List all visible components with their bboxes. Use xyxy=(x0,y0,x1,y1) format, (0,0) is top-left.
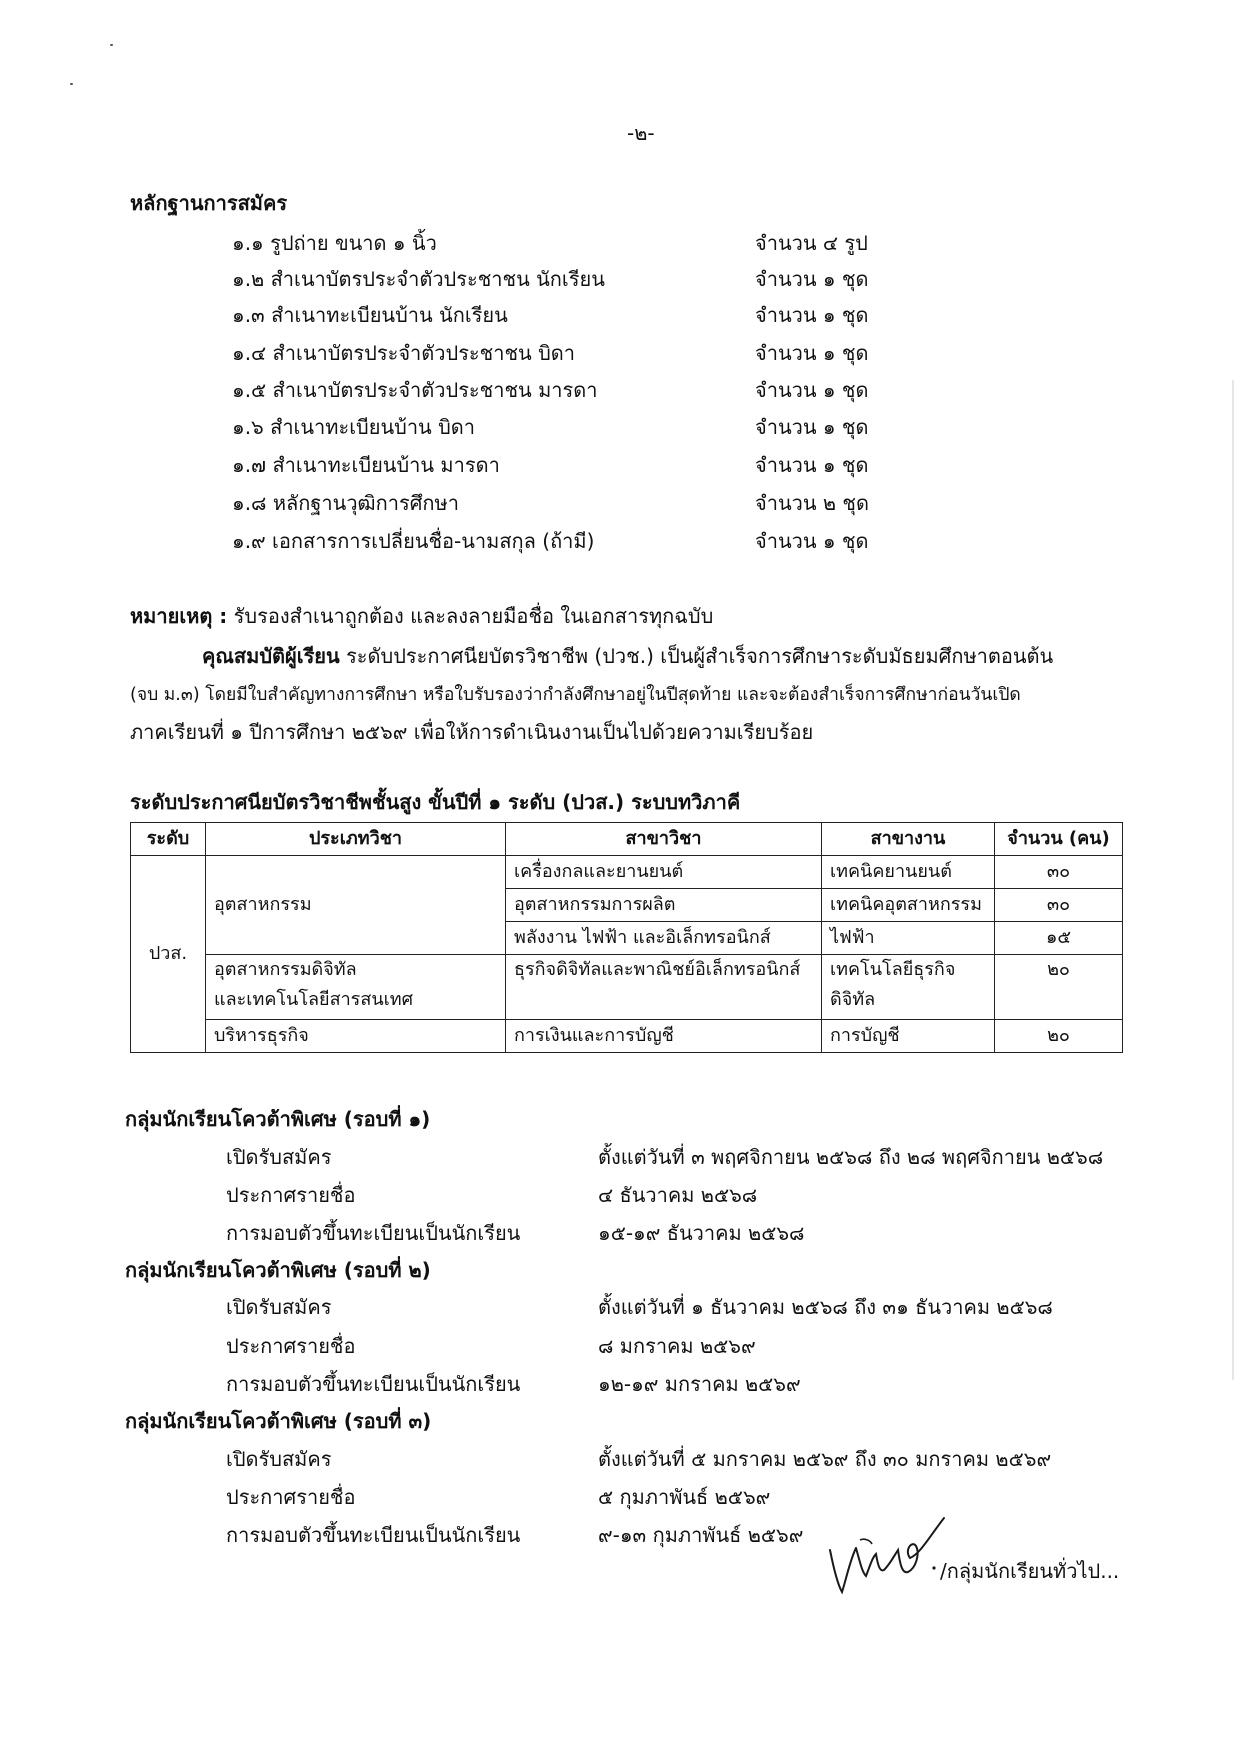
round-item-label: ประกาศรายชื่อ xyxy=(226,1334,356,1358)
document-item-label: ๑.๓ สำเนาทะเบียนบ้าน นักเรียน xyxy=(232,303,508,327)
round-item-label: เปิดรับสมัคร xyxy=(226,1447,332,1471)
count-cell: ๑๕ xyxy=(995,922,1123,955)
document-item-qty: จำนวน ๑ ชุด xyxy=(755,453,869,477)
count-cell: ๒๐ xyxy=(995,955,1123,1020)
continued-note: /กลุ่มนักเรียนทั่วไป... xyxy=(940,1559,1120,1583)
type-line-2: และเทคโนโลยีสารสนเทศ xyxy=(214,989,414,1010)
type-line-1: อุตสาหกรรมดิจิทัล xyxy=(214,959,357,980)
note-line xyxy=(130,601,713,631)
round-item-value: ๙-๑๓ กุมภาพันธ์ ๒๕๖๙ xyxy=(598,1523,804,1547)
note-text: รับรองสำเนาถูกต้อง และลงลายมือชื่อ ในเอกสารทุกฉบับ xyxy=(233,604,714,628)
round-item-value: ตั้งแต่วันที่ ๕ มกราคม ๒๕๖๙ ถึง ๓๐ มกราคม ๒๕๖๙ xyxy=(598,1447,1052,1471)
header-level: ระดับ xyxy=(131,823,206,856)
type-cell xyxy=(206,955,506,1020)
major-cell: พลังงาน ไฟฟ้า และอิเล็กทรอนิกส์ xyxy=(506,922,822,955)
major-cell: เครื่องกลและยานยนต์ xyxy=(506,856,822,889)
documents-heading: หลักฐานการสมัคร xyxy=(130,191,288,215)
document-item-qty: จำนวน ๑ ชุด xyxy=(755,529,869,553)
round-item-label: เปิดรับสมัคร xyxy=(226,1295,332,1319)
scan-edge-shadow xyxy=(1232,380,1234,1380)
scan-speck xyxy=(110,44,113,46)
type-cell: บริหารธุรกิจ xyxy=(206,1020,506,1053)
document-item-label: ๑.๙ เอกสารการเปลี่ยนชื่อ-นามสกุล (ถ้ามี) xyxy=(232,529,595,553)
round-item-label: ประกาศรายชื่อ xyxy=(226,1485,356,1509)
table-row xyxy=(131,856,1123,889)
document-item-label: ๑.๕ สำเนาบัตรประจำตัวประชาชน มารดา xyxy=(232,378,598,402)
round-item-value: ๑๒-๑๙ มกราคม ๒๕๖๙ xyxy=(598,1372,801,1396)
table-header-row xyxy=(131,823,1123,856)
field-cell: เทคนิคอุตสาหกรรม xyxy=(822,889,995,922)
document-item-qty: จำนวน ๑ ชุด xyxy=(755,303,869,327)
level-cell: ปวส. xyxy=(131,856,206,1053)
major-cell: อุตสาหกรรมการผลิต xyxy=(506,889,822,922)
round-item-value: ๑๕-๑๙ ธันวาคม ๒๕๖๘ xyxy=(598,1221,805,1245)
count-cell: ๓๐ xyxy=(995,856,1123,889)
document-item-label: ๑.๖ สำเนาทะเบียนบ้าน บิดา xyxy=(232,415,475,439)
header-count: จำนวน (คน) xyxy=(995,823,1123,856)
document-item-label: ๑.๗ สำเนาทะเบียนบ้าน มารดา xyxy=(232,453,500,477)
header-field: สาขางาน xyxy=(822,823,995,856)
qualification-text-1: ระดับประกาศนียบัตรวิชาชีพ (ปวช.) เป็นผู้สำเร็จการศึกษาระดับมัธยมศึกษาตอนต้น xyxy=(346,644,1054,668)
document-item-label: ๑.๘ หลักฐานวุฒิการศึกษา xyxy=(232,491,459,515)
qualification-label: คุณสมบัติผู้เรียน xyxy=(202,644,340,668)
document-item-qty: จำนวน ๒ ชุด xyxy=(755,491,869,515)
page-number: -๒- xyxy=(627,121,655,145)
document-item-label: ๑.๒ สำเนาบัตรประจำตัวประชาชน นักเรียน xyxy=(232,267,605,291)
round-heading: กลุ่มนักเรียนโควต้าพิเศษ (รอบที่ ๑) xyxy=(125,1107,431,1131)
round-item-value: ตั้งแต่วันที่ ๑ ธันวาคม ๒๕๖๘ ถึง ๓๑ ธันวาคม ๒๕๖๘ xyxy=(598,1295,1053,1319)
round-item-label: การมอบตัวขึ้นทะเบียนเป็นนักเรียน xyxy=(226,1221,521,1245)
table-row xyxy=(131,955,1123,1020)
round-item-value: ๘ มกราคม ๒๕๖๙ xyxy=(598,1334,756,1358)
document-item-label: ๑.๑ รูปถ่าย ขนาด ๑ นิ้ว xyxy=(232,231,437,255)
document-item-qty: จำนวน ๑ ชุด xyxy=(755,267,869,291)
round-item-value: ตั้งแต่วันที่ ๓ พฤศจิกายน ๒๕๖๘ ถึง ๒๘ พฤศจิกายน ๒๕๖๘ xyxy=(598,1145,1104,1169)
round-item-value: ๕ กุมภาพันธ์ ๒๕๖๙ xyxy=(598,1485,771,1509)
document-item-qty: จำนวน ๔ รูป xyxy=(755,231,868,255)
field-cell: การบัญชี xyxy=(822,1020,995,1053)
note-label: หมายเหตุ : xyxy=(130,604,228,628)
programs-table xyxy=(130,822,1123,1053)
document-item-qty: จำนวน ๑ ชุด xyxy=(755,415,869,439)
count-cell: ๒๐ xyxy=(995,1020,1123,1053)
field-cell: เทคนิคยานยนต์ xyxy=(822,856,995,889)
round-item-label: ประกาศรายชื่อ xyxy=(226,1183,356,1207)
count-cell: ๓๐ xyxy=(995,889,1123,922)
header-major: สาขาวิชา xyxy=(506,823,822,856)
field-cell: เทคโนโลยีธุรกิจดิจิทัล xyxy=(822,955,995,1020)
qualification-line-2: (จบ ม.๓) โดยมีใบสำคัญทางการศึกษา หรือใบรับรองว่ากำลังศึกษาอยู่ในปีสุดท้าย และจะต้องสำเร็จการศึกษาก่อนวันเปิด xyxy=(130,685,1021,705)
document-item-label: ๑.๔ สำเนาบัตรประจำตัวประชาชน บิดา xyxy=(232,341,575,365)
round-heading: กลุ่มนักเรียนโควต้าพิเศษ (รอบที่ ๓) xyxy=(125,1409,432,1433)
document-item-qty: จำนวน ๑ ชุด xyxy=(755,378,869,402)
round-item-label: การมอบตัวขึ้นทะเบียนเป็นนักเรียน xyxy=(226,1372,521,1396)
field-cell: ไฟฟ้า xyxy=(822,922,995,955)
round-item-value: ๔ ธันวาคม ๒๕๖๘ xyxy=(598,1183,758,1207)
handwritten-signature xyxy=(820,1510,950,1600)
round-item-label: เปิดรับสมัคร xyxy=(226,1145,332,1169)
table-row xyxy=(131,1020,1123,1053)
type-cell: อุตสาหกรรม xyxy=(206,856,506,955)
qualification-line-1 xyxy=(202,641,1053,671)
document-item-qty: จำนวน ๑ ชุด xyxy=(755,341,869,365)
round-item-label: การมอบตัวขึ้นทะเบียนเป็นนักเรียน xyxy=(226,1523,521,1547)
major-cell: ธุรกิจดิจิทัลและพาณิชย์อิเล็กทรอนิกส์ xyxy=(506,955,822,1020)
header-type: ประเภทวิชา xyxy=(206,823,506,856)
scan-speck xyxy=(70,83,73,85)
table-title: ระดับประกาศนียบัตรวิชาชีพชั้นสูง ขั้นปีที่ ๑ ระดับ (ปวส.) ระบบทวิภาคี xyxy=(130,790,741,814)
qualification-line-3: ภาคเรียนที่ ๑ ปีการศึกษา ๒๕๖๙ เพื่อให้การดำเนินงานเป็นไปด้วยความเรียบร้อย xyxy=(130,720,814,744)
major-cell: การเงินและการบัญชี xyxy=(506,1020,822,1053)
round-heading: กลุ่มนักเรียนโควต้าพิเศษ (รอบที่ ๒) xyxy=(125,1258,431,1282)
